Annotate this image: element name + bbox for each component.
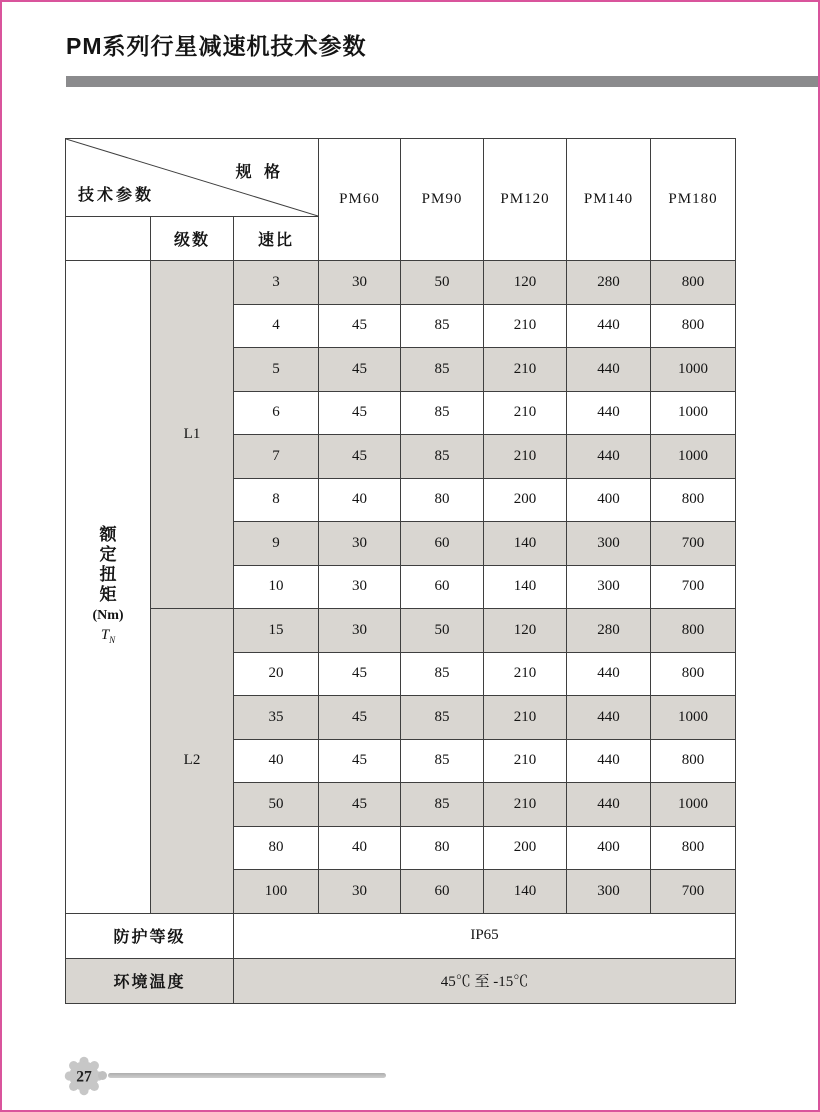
torque-value-cell: 440 — [567, 304, 651, 348]
column-header-pm180: PM180 — [651, 139, 736, 261]
torque-value-cell: 210 — [484, 696, 567, 740]
spec-table — [65, 138, 736, 1004]
torque-value-cell: 400 — [567, 478, 651, 522]
torque-value-cell: 210 — [484, 739, 567, 783]
table-row — [66, 261, 736, 305]
torque-value-cell: 45 — [319, 696, 401, 740]
row-label-rated-torque — [66, 261, 151, 914]
torque-value-cell: 30 — [319, 522, 401, 566]
subheader-stage: 级数 — [151, 217, 234, 261]
stage-cell-L1: L1 — [151, 261, 234, 609]
torque-value-cell: 210 — [484, 652, 567, 696]
table-header-row — [66, 139, 736, 217]
torque-value-cell: 700 — [651, 870, 736, 914]
page-number: 27 — [76, 1068, 92, 1086]
torque-value-cell: 1000 — [651, 696, 736, 740]
torque-value-cell: 30 — [319, 609, 401, 653]
torque-value-cell: 280 — [567, 609, 651, 653]
torque-value-cell: 200 — [484, 478, 567, 522]
torque-value-cell: 120 — [484, 261, 567, 305]
ambient-temp-value: 45℃ 至 -15℃ — [234, 958, 736, 1003]
torque-value-cell: 45 — [319, 304, 401, 348]
torque-value-cell: 85 — [401, 652, 484, 696]
torque-value-cell: 800 — [651, 261, 736, 305]
torque-value-cell: 30 — [319, 261, 401, 305]
torque-value-cell: 60 — [401, 565, 484, 609]
title-underline-bar — [66, 76, 818, 87]
torque-value-cell: 1000 — [651, 348, 736, 392]
footer-row-protection — [66, 913, 736, 958]
torque-value-cell: 280 — [567, 261, 651, 305]
torque-value-cell: 800 — [651, 478, 736, 522]
torque-label-char: 扭 — [99, 564, 117, 584]
subheader-empty-cell — [66, 217, 151, 261]
torque-value-cell: 440 — [567, 652, 651, 696]
ratio-cell: 100 — [234, 870, 319, 914]
torque-value-cell: 85 — [401, 391, 484, 435]
torque-value-cell: 45 — [319, 783, 401, 827]
torque-value-cell: 85 — [401, 348, 484, 392]
torque-value-cell: 85 — [401, 696, 484, 740]
footer-rule-line — [108, 1073, 386, 1078]
table-corner-cell — [66, 139, 319, 217]
torque-symbol-subscript: N — [109, 634, 116, 645]
ratio-cell: 40 — [234, 739, 319, 783]
torque-value-cell: 50 — [401, 609, 484, 653]
torque-label-char: 矩 — [99, 584, 117, 604]
ratio-cell: 6 — [234, 391, 319, 435]
torque-value-cell: 60 — [401, 522, 484, 566]
torque-value-cell: 700 — [651, 522, 736, 566]
torque-label-char: 定 — [99, 544, 117, 564]
torque-value-cell: 300 — [567, 522, 651, 566]
ratio-cell: 80 — [234, 826, 319, 870]
ratio-cell: 5 — [234, 348, 319, 392]
ratio-cell: 10 — [234, 565, 319, 609]
torque-value-cell: 40 — [319, 826, 401, 870]
ratio-cell: 7 — [234, 435, 319, 479]
torque-value-cell: 30 — [319, 870, 401, 914]
torque-value-cell: 800 — [651, 652, 736, 696]
torque-value-cell: 40 — [319, 478, 401, 522]
torque-value-cell: 45 — [319, 435, 401, 479]
torque-value-cell: 300 — [567, 565, 651, 609]
ratio-cell: 35 — [234, 696, 319, 740]
torque-value-cell: 85 — [401, 739, 484, 783]
torque-value-cell: 140 — [484, 870, 567, 914]
column-header-pm60: PM60 — [319, 139, 401, 261]
torque-value-cell: 140 — [484, 565, 567, 609]
table-row — [66, 609, 736, 653]
torque-value-cell: 440 — [567, 435, 651, 479]
torque-value-cell: 45 — [319, 652, 401, 696]
ratio-cell: 15 — [234, 609, 319, 653]
torque-value-cell: 80 — [401, 826, 484, 870]
torque-value-cell: 140 — [484, 522, 567, 566]
ratio-cell: 9 — [234, 522, 319, 566]
torque-value-cell: 210 — [484, 391, 567, 435]
torque-value-cell: 800 — [651, 304, 736, 348]
torque-value-cell: 440 — [567, 696, 651, 740]
torque-value-cell: 210 — [484, 435, 567, 479]
corner-label-params: 技术参数 — [78, 187, 155, 204]
torque-unit: (Nm) — [92, 607, 124, 623]
torque-value-cell: 440 — [567, 783, 651, 827]
torque-value-cell: 45 — [319, 348, 401, 392]
stage-cell-L2: L2 — [151, 609, 234, 914]
torque-value-cell: 45 — [319, 739, 401, 783]
ratio-cell: 50 — [234, 783, 319, 827]
corner-label-spec: 规 格 — [235, 164, 285, 181]
torque-value-cell: 85 — [401, 435, 484, 479]
torque-value-cell: 200 — [484, 826, 567, 870]
ratio-cell: 3 — [234, 261, 319, 305]
torque-value-cell: 440 — [567, 391, 651, 435]
torque-value-cell: 50 — [401, 261, 484, 305]
protection-class-value: IP65 — [234, 913, 736, 958]
torque-value-cell: 30 — [319, 565, 401, 609]
torque-value-cell: 800 — [651, 609, 736, 653]
torque-value-cell: 85 — [401, 783, 484, 827]
subheader-ratio: 速比 — [234, 217, 319, 261]
torque-symbol-letter: T — [100, 626, 110, 643]
torque-value-cell: 700 — [651, 565, 736, 609]
column-header-pm90: PM90 — [401, 139, 484, 261]
torque-value-cell: 300 — [567, 870, 651, 914]
ratio-cell: 20 — [234, 652, 319, 696]
torque-value-cell: 1000 — [651, 435, 736, 479]
torque-value-cell: 210 — [484, 783, 567, 827]
torque-value-cell: 210 — [484, 304, 567, 348]
footer-row-temperature — [66, 958, 736, 1003]
ratio-cell: 4 — [234, 304, 319, 348]
torque-value-cell: 400 — [567, 826, 651, 870]
torque-value-cell: 800 — [651, 739, 736, 783]
torque-value-cell: 1000 — [651, 391, 736, 435]
torque-value-cell: 210 — [484, 348, 567, 392]
protection-class-label: 防护等级 — [66, 913, 234, 958]
torque-value-cell: 80 — [401, 478, 484, 522]
torque-value-cell: 800 — [651, 826, 736, 870]
torque-value-cell: 45 — [319, 391, 401, 435]
torque-value-cell: 85 — [401, 304, 484, 348]
torque-value-cell: 440 — [567, 348, 651, 392]
torque-value-cell: 1000 — [651, 783, 736, 827]
column-header-pm140: PM140 — [567, 139, 651, 261]
gear-dot-icon — [98, 1071, 107, 1080]
ambient-temp-label: 环境温度 — [66, 958, 234, 1003]
torque-value-cell: 120 — [484, 609, 567, 653]
column-header-pm120: PM120 — [484, 139, 567, 261]
torque-symbol — [101, 626, 115, 649]
ratio-cell: 8 — [234, 478, 319, 522]
torque-value-cell: 60 — [401, 870, 484, 914]
torque-label-char: 额 — [99, 524, 117, 544]
torque-value-cell: 440 — [567, 739, 651, 783]
page-title: PM系列行星减速机技术参数 — [66, 33, 367, 59]
